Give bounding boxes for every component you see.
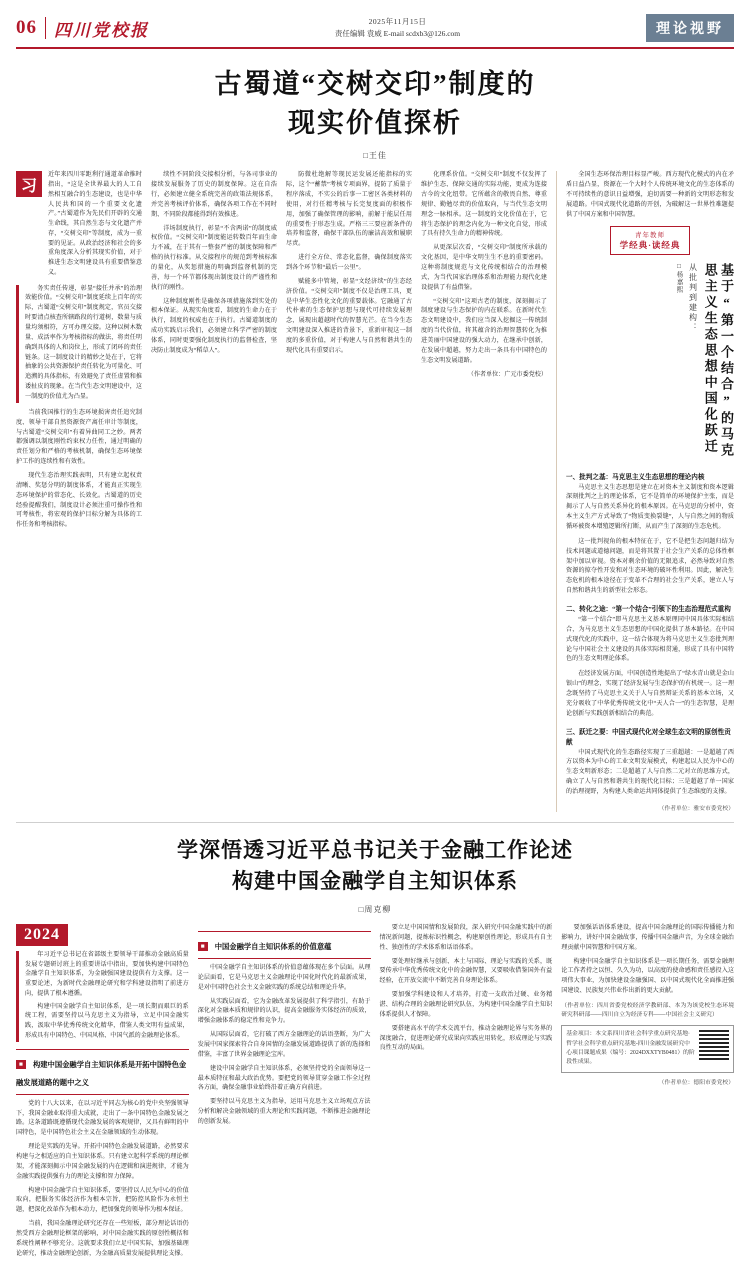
rail-section-2: [566, 603, 734, 720]
qr-code-icon: [699, 1030, 729, 1060]
section-badge: 理论视野: [646, 14, 734, 42]
year-badge: 2024: [16, 924, 68, 946]
article1-signature: （作者单位：广元市委党校）: [467, 371, 547, 378]
rail-section-3: [566, 726, 734, 798]
article1-columns: [16, 171, 547, 812]
rail-section-1: [566, 471, 734, 597]
paragraph: 从国际层面看，它打破了西方金融理论的话语垄断，为广大发展中国家探索符合自身国情的金融发展道路提供了新的选择和借鉴，丰富了世界金融理论宝库。: [197, 1032, 371, 1058]
subhead-marker: ■: [198, 942, 208, 951]
paragraph: 理论是实践的先导。开拓中国特色金融发展道路，必然要求构建与之相适应的自主知识体系。只有建立起科学系统的理论框架，才能深刻揭示中国金融发展的内在逻辑和演进规律，才能为金融实践提供强有力的理论支撑和智力保障。: [16, 1144, 189, 1180]
paragraph: 中国式现代化的生态路径实现了三重超越：一是超越了西方以资本为中心的工业文明发展模式，构建起以人民为中心的生态文明新形态；二是超越了人与自然二元对立的思维方式，确立了人与自然和谐共生的现代化目标；三是超越了单一国家的治理视野，为构建人类命运共同体提供了生态维度的支撑。: [566, 749, 734, 796]
paragraph: 要处理好继承与创新、本土与国际、理论与实践的关系，既要传承中华优秀传统文化中的金融智慧，又要吸收借鉴国外有益经验，在开放交流中不断完善自身理论体系。: [379, 958, 553, 985]
paragraph: 从实践层面看，它为金融改革发展提供了科学指引，有助于深化对金融本质和规律的认识，提高金融服务实体经济的质效，增强金融体系的稳定性和竞争力。: [197, 998, 371, 1025]
article2-header: [16, 822, 734, 915]
paragraph: 党的十八大以来，在以习近平同志为核心的党中央坚强领导下，我国金融业取得重大成就，走出了一条中国特色金融发展之路。这条道路既遵循现代金融发展的客观规律，又具有鲜明的中国特色，是中国特色社会主义在金融领域的生动体现。: [16, 1100, 189, 1137]
paragraph: 中国金融学自主知识体系的价值意蕴体现在多个层面。从理论层面看，它是马克思主义金融理论中国化时代化的最新成果，是对中国特色社会主义金融实践的系统总结和理论升华。: [197, 964, 371, 991]
paragraph: 构建中国金融学自主知识体系是一项长期任务，需要金融理论工作者持之以恒、久久为功，以高度的使命感和责任感投入这项伟大事业，为加快建设金融强国、以中国式现代化全面推进强国建设、民族复兴伟业作出新的更大贡献。: [561, 958, 734, 995]
rail-intro-paragraph: 全国生态环保治理目标显严峻。西方现代化模式的内在矛盾日益凸显，资源在一个大时个人传统环境文化的生态体系的不可持续性的意识日益增强，迫切需要一种新的文明形态和发展道路。中国式现代化道路的开创，为破解这一世界性难题提供了中国方案和中国智慧。: [566, 172, 734, 218]
article1-col-4: [421, 171, 547, 812]
article2-lead: [16, 951, 189, 1042]
paragraph: 要搭建高水平的学术交流平台，推动金融理论界与实务界的深度融合，促进理论研究成果向实践应用转化，形成理论与实践良性互动的局面。: [379, 1025, 553, 1052]
article1-title-line1: 古蜀道“交树交印”制度的: [214, 69, 536, 99]
article1-highlight-1: [16, 285, 142, 403]
article2-subhead-1: [16, 1049, 189, 1095]
folio-divider: [45, 17, 46, 39]
paragraph: 建设中国金融学自主知识体系，必须坚持党的全面领导这一最本质特征和最大政治优势。要把党的领导贯穿金融工作全过程各方面，确保金融事业始终沿着正确方向前进。: [197, 1065, 371, 1092]
article2-subhead-2: [198, 931, 371, 959]
paragraph: 续性不同阶段交接相分析，与各司事业的接续发展服务了历史的制度保障。这在自浩行，必须建立健全系统完善的政策法规体系，并完善考核评价体系，确保各项工作在不同时期、不同阶段都能得到有效推进。: [151, 172, 277, 218]
paragraph: 这种制度刚性是确保各项措施落到实处的根本保证。从现实角度看，制度的生命力在于执行，制度的权威也在于执行。古蜀道制度的成功实践启示我们，必须建立科学严密的制度体系，同时更要强化制度执行的监督检查，坚决防止制度成为“稻草人”。: [151, 298, 277, 354]
paragraph: “第一个结合”即马克思主义基本原理同中国具体实际相结合，为马克思主义生态思想的中国化提供了基本路径。在中国式现代化的实践中，这一结合体现为将马克思主义生态批判理论与中国社会主义建设的具体实际相贯通，形成了具有中国特色的生态文明理论体系。: [566, 617, 734, 663]
seal-lead: [16, 171, 142, 278]
article2-body: [16, 924, 734, 1264]
masthead: [16, 14, 734, 49]
paragraph: 化理系价值。“交树交印”制度不仅发挥了维护生态、保障交通的实际功能，更成为连接古今的文化纽带。它所蕴含的敬畏自然、尊重规律、勤勉尽责的价值取向，与当代生态文明理念一脉相承。这一制度的文化价值在于，它将生态保护的理念内化为一种文化自觉，形成了具有持久生命力的精神传统。: [421, 172, 547, 238]
article2-col-4: [561, 924, 734, 1264]
paragraph: 要坚持以马克思主义为指导，运用马克思主义立场观点方法分析和解决金融领域的重大理论和实践问题，不断推进金融理论的创新发展。: [197, 1099, 371, 1125]
paragraph: 构建中国金融学自主知识体系，要坚持以人民为中心的价值取向，把服务实体经济作为根本宗旨，把防控风险作为永恒主题，把深化改革作为根本动力，把加强党的领导作为根本保证。: [16, 1187, 189, 1214]
paragraph: 要立足中国国情和发展阶段，深入研究中国金融实践中的新情况新问题，提炼标识性概念，构建原创性理论，形成具有自主性、独创性的学术体系和话语体系。: [379, 924, 553, 951]
paragraph: 洋场制度执行，彰显“不含两诺”的制度威权价值。“交树交印”制度能运转数百年而生命力不减，在于其有一整套严密的制度保障和严格的执行标准。从交接程序的规范到考核标准的量化，从奖惩措施的明确到监督机制的完善，每一个环节都体现出制度设计的严谨性和执行的刚性。: [151, 225, 277, 291]
newspaper-nameplate: 四川党校报: [54, 20, 149, 41]
article2-byline: □周克柳: [358, 904, 392, 914]
rail-vertical-title-group: [566, 263, 734, 463]
rail-section-heading: 二、转化之途：“第一个结合”引领下的生态治理范式重构: [566, 606, 731, 614]
article2-col-2: [198, 924, 371, 1264]
paragraph: 马克思主义生态思想是建立在对资本主义制度和资本逻辑深刻批判之上的理论体系，它不是简单的环境保护主张，而是揭示了人与自然关系异化的根本原因。在马克思的分析中，资本主义生产方式导致了“物质变换裂缝”，人与自然之间的物质循环被资本增殖逻辑所打断，从而产生了深刻的生态危机。: [566, 484, 734, 531]
rail-title-main: 基于“第一个结合”的马克思主义生态思想中国化跃迁: [702, 262, 734, 459]
seal-lead-text: 近年来四川零距利行通道革命推时指出，“这是全世界最大的人工自然相互融合的生态建设，也是中华人民共和国的一个重要文化遗产。”古蜀道作为先民们开辟的交通生命线，其自然生态与文化遗产并存，“交树交印”等制度，成为一重要的见证。从政治经济和社会的多重角度深入分析其现实价值，对于推进生态文明建设具有重要借鉴意义。: [48, 172, 142, 276]
article2-end-signature: （作者单位：德阳市委党校）: [658, 1079, 734, 1086]
issue-date: 2025年11月15日: [368, 17, 427, 26]
subhead-text: 中国金融学自主知识体系的价值意蕴: [214, 941, 332, 951]
paragraph: 当前我国推行的生态环境损害责任追究制度、领导干部自然资源资产离任审计等制度，与古蜀道“交树交印”有着异曲同工之妙。两者都强调以制度刚性约束权力任性，通过明确的责任划分和严格的考核机制，确保生态环境保护工作的连续性和有效性。: [16, 409, 142, 466]
seal-icon: 习: [16, 171, 42, 197]
paragraph: 务实责任传递，彰显“接任并承”的治理效能价值。“交树交印”制度延续上百年的实际，古蜀道“交树交印”制度规定，官员交接时要清点核查所辖路段的行道树，数量与质量均须相符，方可办理交接。这种以树木数量、成活率作为考核指标的做法，将责任明确到具体的人和岗位上，形成了闭环的责任链条。这一制度设计的精妙之处在于，它将抽象的公共资源保护责任转化为可量化、可追溯的具体指标，有效避免了责任虚置和推诿扯皮的现象。在当代生态文明建设中，这一制度的价值尤为凸显。: [25, 285, 142, 400]
rail-title-sub: 从批判到建构：: [688, 262, 698, 333]
paragraph: 要加强话语体系建设，提高中国金融理论的国际传播能力和影响力，讲好中国金融故事，传播中国金融声音，为全球金融治理贡献中国智慧和中国方案。: [561, 924, 734, 951]
rail-section-heading: 一、批判之基：马克思主义生态思想的理论内核: [566, 473, 705, 481]
paragraph: 年习近平总书记在省部级主要领导干部推动金融高质量发展专题研讨班上的重要讲话中指出，要加快构建中国特色金融学自主知识体系，为金融强国建设提供有力支撑。这一重要论述，为新时代金融理论研究和学科建设指明了前进方向，提供了根本遵循。: [25, 951, 189, 997]
paragraph: “交树交印”这项古老的制度，深刻揭示了制度建设与生态保护的内在联系。在新时代生态文明建设中，我们应当深入挖掘这一传统制度的当代价值，将其蕴含的治理智慧转化为推进美丽中国建设的强大动力，在继承中创新，在发展中超越，努力走出一条具有中国特色的生态文明发展道路。: [421, 298, 547, 364]
rail-badge-line2: 学经典·读经典: [619, 239, 681, 250]
masthead-meta: [149, 16, 646, 40]
paragraph: 要加强学科建设和人才培养，打造一支政治过硬、业务精湛、结构合理的金融理论研究队伍，为构建中国金融学自主知识体系提供人才保障。: [379, 992, 553, 1018]
subhead-marker: ■: [16, 1060, 26, 1069]
article2-col-3: [380, 924, 553, 1264]
paragraph: 当前，我国金融理论研究还存在一些短板，部分理论话语仍然受西方金融理论框架的影响，对中国金融实践的原创性概括和系统性阐释不够充分。这就要求我们立足中国实际，加强基础理论研究，推动金融理论创新，为金融高质量发展提供理论支撑。: [16, 1221, 189, 1257]
article2-footnote-signature: （作者单位：四川省委党校经济学教研部、本为为该党校生态环境研究科研部——四川自立为经济专科——中国社会主义研究）: [561, 1002, 734, 1019]
subhead-text: 构建中国金融学自主知识体系是开拓中国特色金融发展道路的题中之义: [16, 1059, 187, 1087]
right-rail: [556, 171, 734, 812]
article1-title-line2: 现实价值探析: [288, 108, 462, 139]
article1-col-3: [286, 171, 412, 812]
article2-funding-note: [561, 1025, 734, 1072]
rail-signature: （作者单位：雅安市委党校）: [658, 805, 734, 812]
rail-badge-line1: 青年教师: [635, 231, 665, 239]
paragraph: 在经济发展方面，中国创造性地提出了“绿水青山就是金山银山”的理念，实现了经济发展与生态保护的有机统一。这一理念既坚持了马克思主义关于人与自然辩证关系的基本立场，又充分吸收了中华优秀传统文化中“天人合一”的生态智慧，是理论创新与实践创新相结合的典范。: [566, 671, 734, 717]
article2-col-1: [16, 924, 189, 1264]
article1-col-2: [151, 171, 277, 812]
rail-column-badge: [610, 226, 690, 255]
rail-author: □杨嘉熙: [675, 262, 683, 294]
article2-title-line1: 学深悟透习近平总书记关于金融工作论述: [177, 837, 573, 862]
article2-title-line2: 构建中国金融学自主知识体系: [232, 869, 518, 894]
paragraph: 现代生态治理实践表明，只有建立起权责清晰、奖惩分明的制度体系，才能真正实现生态环境保护的常态化、长效化。古蜀道的历史经验提醒我们，制度设计必须注重可操作性和可考核性，将宏观的保护目标分解为具体的工作任务和考核指标。: [16, 473, 142, 529]
paragraph: 从更深层次看，“交树交印”制度所承载的文化基因，是中华文明生生不息的重要密码。这种将制度规范与文化传统相结合的治理模式，为当代国家治理体系和治理能力现代化建设提供了有益借鉴。: [421, 245, 547, 291]
article1-body: [16, 171, 734, 812]
article1-header: [16, 65, 734, 161]
funding-note-text: 基金项目：本文系四川省社会科学重点研究基地·哲学社会科学重点研究基地-四川金融发展研究中心项目课题成果（编号：2024DXXTYB0481）的阶段性成果。: [566, 1031, 695, 1066]
editor-line: 责任编辑 袁威 E-mail scdxb3@126.com: [334, 29, 461, 38]
article1-byline: □王佳: [363, 151, 387, 161]
paragraph: 进行全方位、常态化监督，确保制度落实到各个环节和“最后一公里”。: [286, 255, 412, 272]
paragraph: 赋能多中管境，彰显“文经济续”的生态经济价值。“交树交印”制度不仅是治理工具，更是中华生态性化文化的重要载体。它融通了古代朴素的生态保护思想与现代可持续发展理念，展现出超越时代的智慧光芒。在当今生态文明建设深入推进的背景下，重新审视这一制度的多重价值，对于构建人与自然和谐共生的现代化具有重要启示。: [286, 278, 412, 354]
article1-col-1: [16, 171, 142, 812]
page-folio: 06: [16, 17, 37, 38]
paragraph: 构建中国金融学自主知识体系，是一项长期而艰巨的系统工程，需要坚持以马克思主义为指导，立足中国金融实践，汲取中华优秀传统文化精华，借鉴人类文明有益成果，形成具有中国特色、中国风格、中国气派的金融理论体系。: [25, 1003, 189, 1039]
paragraph: 防微杜绝解等现民运发展还能指标的实际，这个“蓄禁”考核专项面界，提防了质量于程序落成，不实公的后事一工密区各类材料的使用，对行任精考核与长完复度面的积极作用，加强了确保管理的影响，前解于能层任用的重要性于形态生成。严格三三要应新条件的培养和监督，确保干部队伍的廉洁高效和履职尽责。: [286, 172, 412, 248]
rail-section-heading: 三、跃迁之要：中国式现代化对全球生态文明的原创性贡献: [566, 728, 731, 746]
paragraph: 这一批判视角的根本特征在于，它不是把生态问题归结为技术问题或道德问题，而是将其置于社会生产关系的总体性框架中加以审视。资本对剩余价值的无限追求，必然导致对自然资源的掠夺性开发和对生态环境的破坏性利用。因此，解决生态危机的根本途径在于变革不合理的社会生产关系，建立人与自然和谐共生的新型社会形态。: [566, 538, 734, 595]
